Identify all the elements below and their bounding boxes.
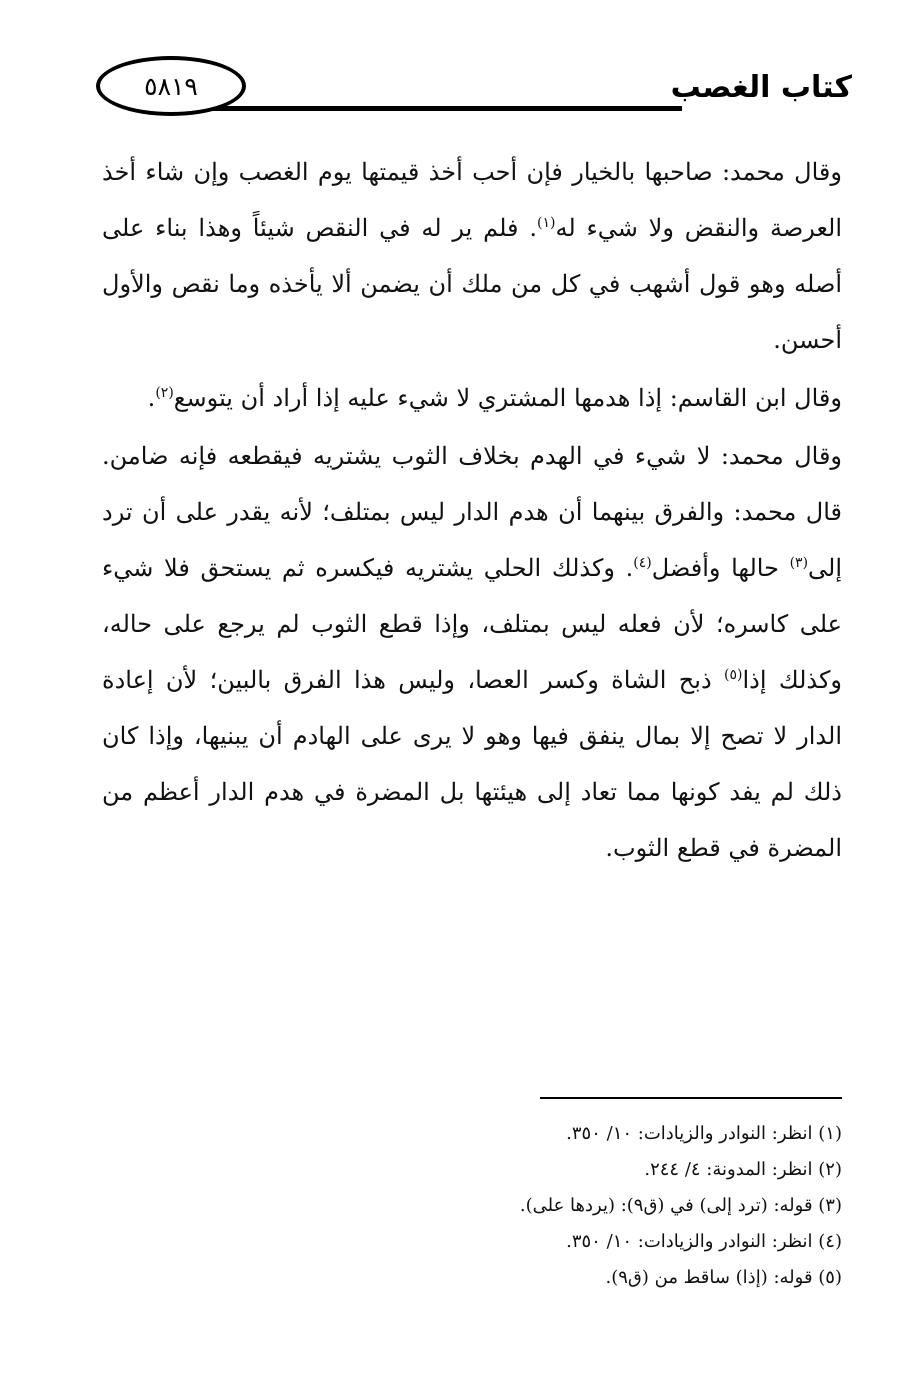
page-number-badge <box>96 56 246 116</box>
footnote-ref: (٢) <box>155 385 174 401</box>
page-number: ٥٨١٩ <box>144 71 198 101</box>
paragraph <box>102 370 842 426</box>
page-header <box>92 56 852 126</box>
footnote: (٣) قوله: (ترد إلى) في (ق٩): (يردها على). <box>519 1195 842 1216</box>
paragraph-text: حالها وأفضل <box>651 554 790 582</box>
footnote-ref: (٥) <box>724 667 743 683</box>
main-text <box>102 144 842 876</box>
paragraph-text: . <box>147 384 156 412</box>
footnote: (٢) انظر: المدونة: ٤/ ٢٤٤. <box>644 1159 842 1180</box>
paragraph-text: وقال محمد: صاحبها بالخيار فإن أحب أخذ قيمتها يوم الغصب وإن شاء أخذ العرصة والنقض ولا شيء له <box>102 158 843 242</box>
footnote-separator <box>540 1097 842 1099</box>
footnote: (١) انظر: النوادر والزيادات: ١٠/ ٣٥٠. <box>566 1123 842 1144</box>
paragraph-text: . وكذلك الحلي يشتريه فيكسره ثم يستحق فلا شيء على كاسره؛ لأن فعله ليس بمتلف، وإذا قطع الثوب لم يرجع على حاله، وكذلك إذا <box>102 554 842 694</box>
footnote-ref: (٣) <box>789 555 809 571</box>
chapter-title: كتاب الغصب <box>670 70 852 105</box>
footnote-ref: (١) <box>536 215 556 231</box>
header-rule <box>192 106 682 111</box>
footnotes <box>102 1116 842 1296</box>
footnote: (٤) انظر: النوادر والزيادات: ١٠/ ٣٥٠. <box>566 1231 842 1252</box>
paragraph-text: وقال محمد: لا شيء في الهدم بخلاف الثوب يشتريه فيقطعه فإنه ضامن. قال محمد: والفرق بينهما أن هدم الدار ليس بمتلف؛ لأنه يقدر على أن ترد إلى <box>102 442 843 582</box>
footnote-ref: (٤) <box>633 555 652 571</box>
paragraph-text: . فلم ير له في النقص شيئاً وهذا بناء على أصله وهو قول أشهب في كل من ملك أن يضمن ألا يأخذه وما نقص والأول أحسن. <box>102 214 842 354</box>
paragraph-text: وقال ابن القاسم: إذا هدمها المشتري لا شيء عليه إذا أراد أن يتوسع <box>173 384 842 412</box>
paragraph <box>102 428 842 876</box>
footnote: (٥) قوله: (إذا) ساقط من (ق٩). <box>605 1267 842 1288</box>
paragraph-text: ذبح الشاة وكسر العصا، وليس هذا الفرق بالبين؛ لأن إعادة الدار لا تصح إلا بمال ينفق فيها وهو لا يرى على الهادم أن يبنيها، وإذا كان ذلك لم يفد كونها مما تعاد إلى هيئتها بل المضرة في هدم الدار أعظم من المضرة في قطع الثوب. <box>102 666 842 862</box>
paragraph <box>102 144 842 368</box>
